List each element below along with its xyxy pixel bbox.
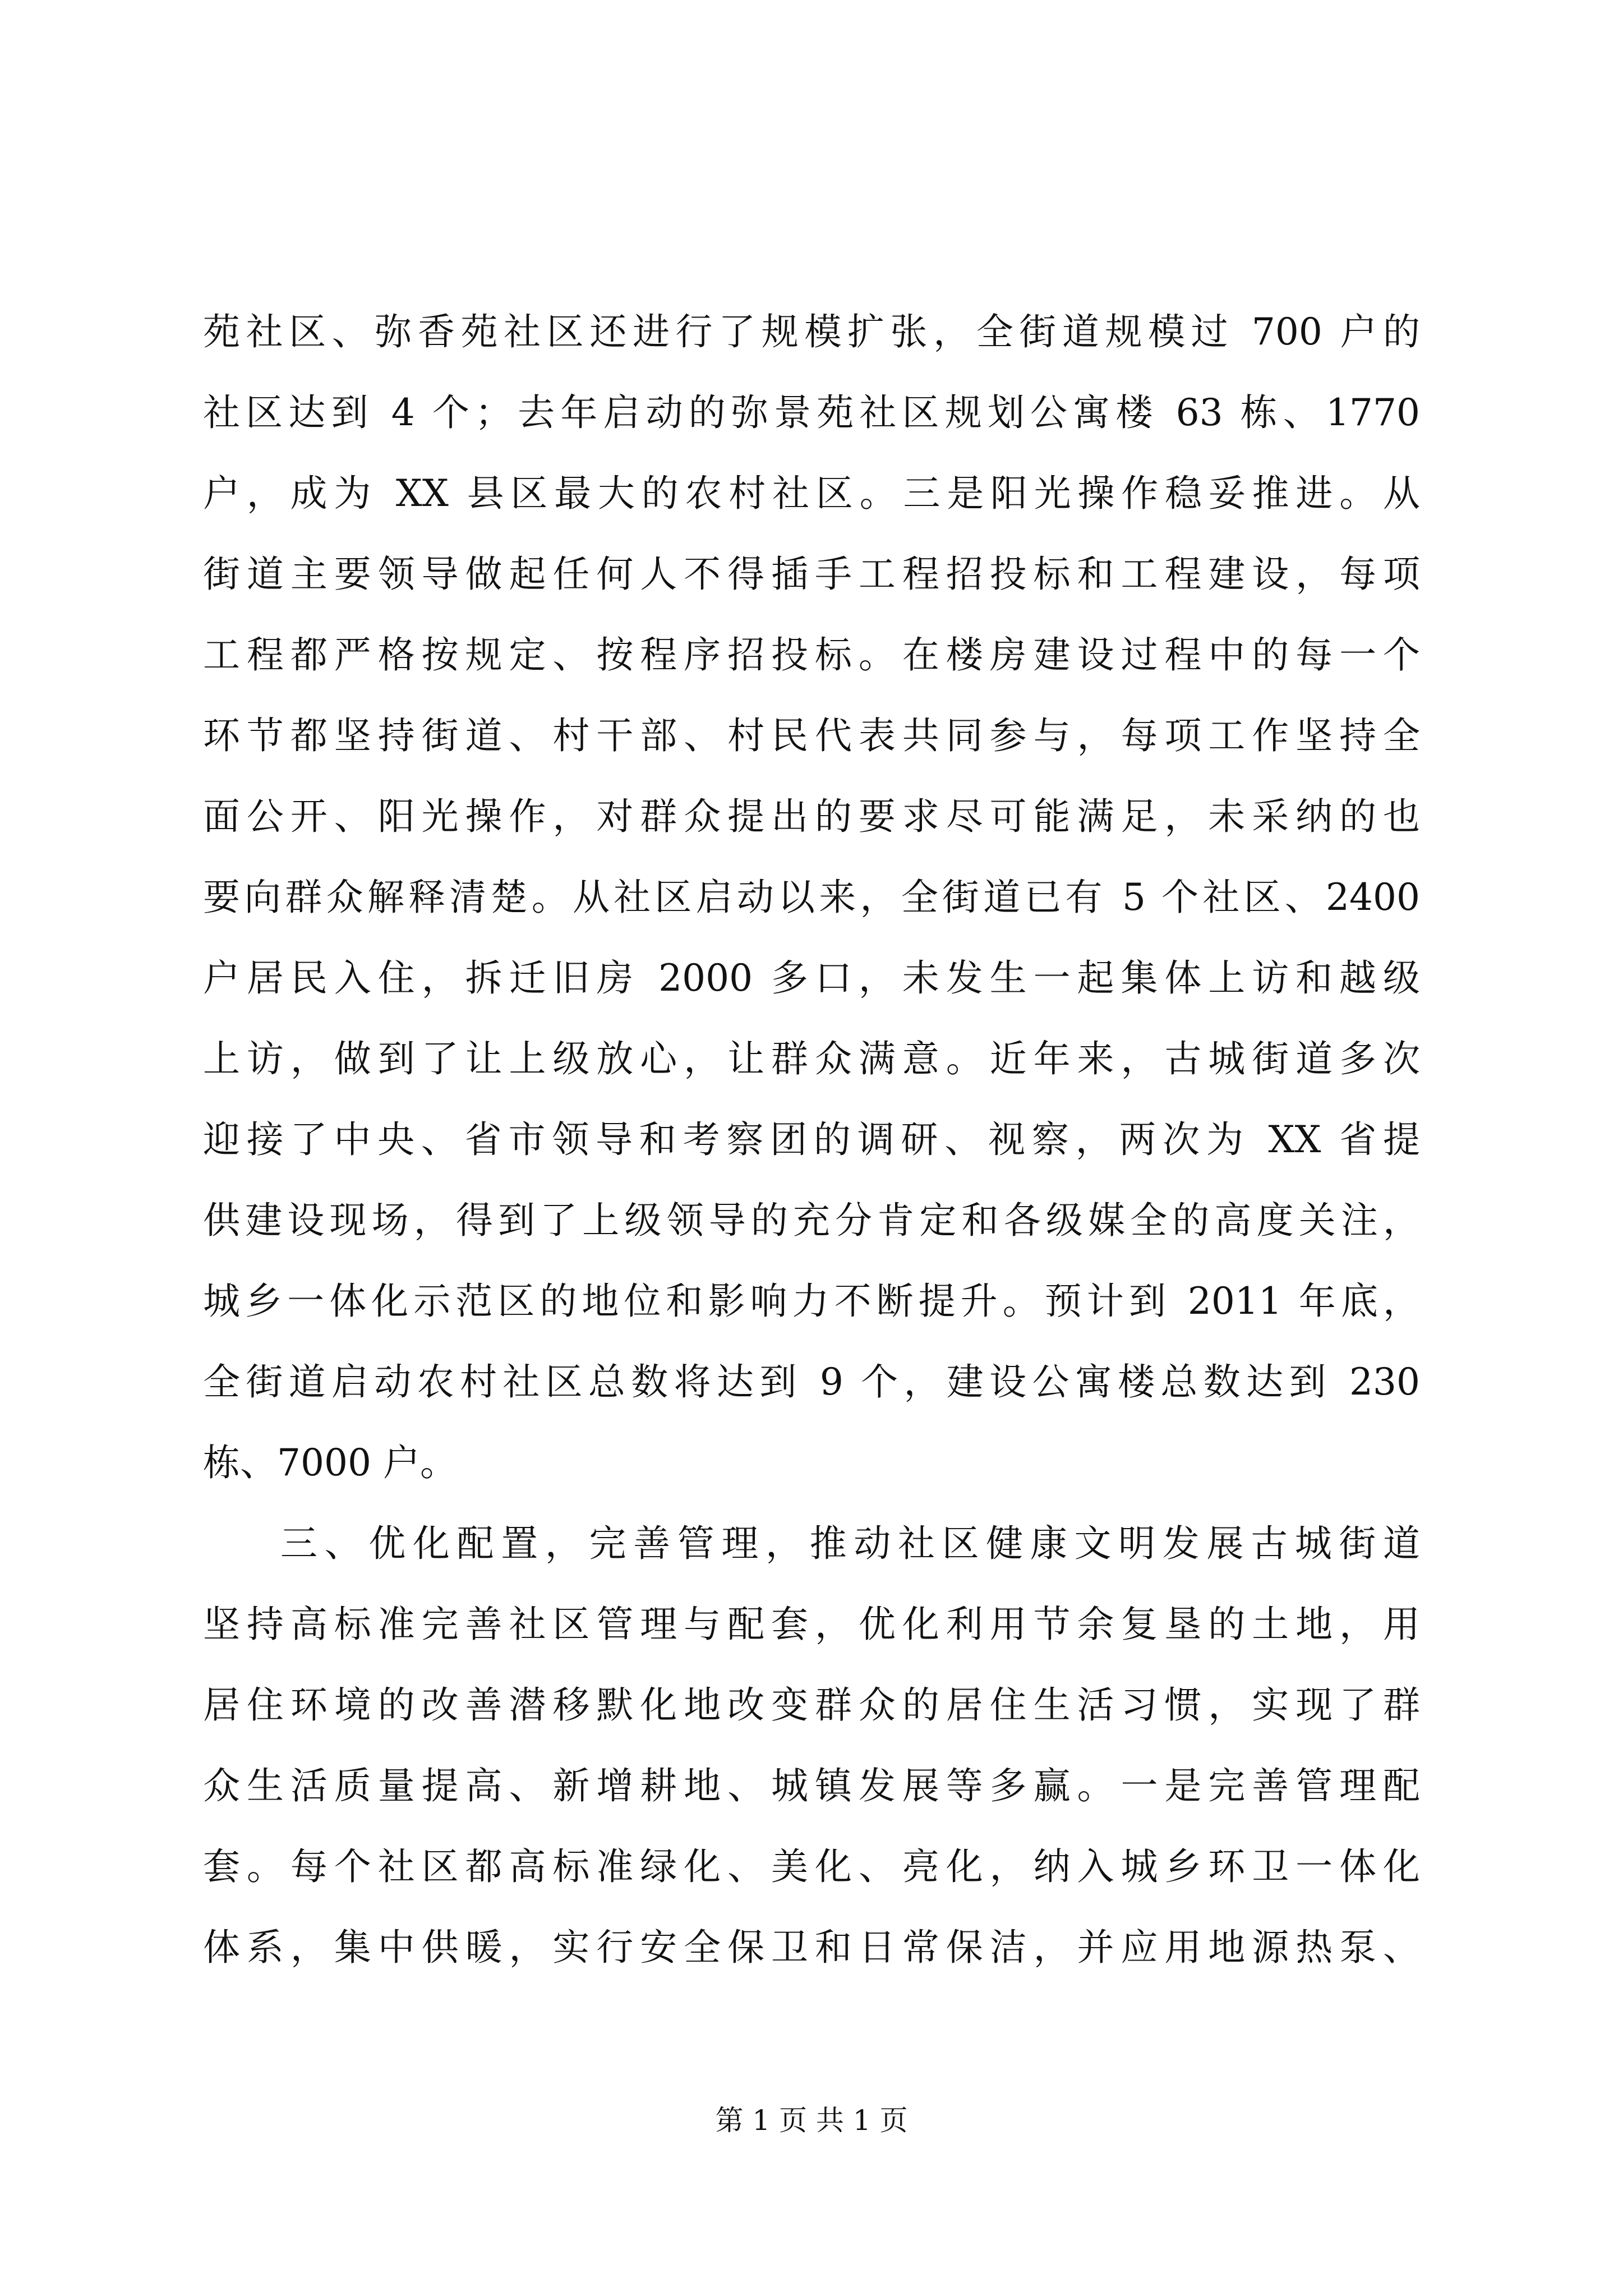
text-line: 体系，集中供暖，实行安全保卫和日常保洁，并应用地源热泵、	[203, 1926, 1420, 1969]
text-line: 户，成为 XX 县区最大的农村社区。三是阳光操作稳妥推进。从	[203, 472, 1420, 515]
page-footer	[0, 2101, 1623, 2140]
text-line: 全街道启动农村社区总数将达到 9 个，建设公寓楼总数达到 230	[203, 1360, 1420, 1404]
page-number: 第 1 页 共 1 页	[715, 2104, 908, 2137]
text-line: 街道主要领导做起任何人不得插手工程招投标和工程建设，每项	[203, 553, 1420, 596]
text-line: 城乡一体化示范区的地位和影响力不断提升。预计到 2011 年底，	[203, 1280, 1420, 1323]
section-heading-line: 三、优化配置，完善管理，推动社区健康文明发展古城街道	[280, 1522, 1420, 1565]
text-line: 要向群众解释清楚。从社区启动以来，全街道已有 5 个社区、2400	[203, 876, 1420, 919]
text-line: 工程都严格按规定、按程序招投标。在楼房建设过程中的每一个	[203, 633, 1420, 677]
text-line: 面公开、阳光操作，对群众提出的要求尽可能满足，未采纳的也	[203, 795, 1420, 838]
text-line: 供建设现场，得到了上级领导的充分肯定和各级媒全的高度关注，	[203, 1199, 1420, 1242]
text-line: 迎接了中央、省市领导和考察团的调研、视察，两次为 XX 省提	[203, 1118, 1420, 1161]
text-line: 环节都坚持街道、村干部、村民代表共同参与，每项工作坚持全	[203, 714, 1420, 757]
document-body	[203, 292, 1420, 1988]
text-line: 居住环境的改善潜移默化地改变群众的居住生活习惯，实现了群	[203, 1683, 1420, 1727]
text-line: 坚持高标准完善社区管理与配套，优化利用节余复垦的土地，用	[203, 1603, 1420, 1646]
text-line: 苑社区、弥香苑社区还进行了规模扩张，全街道规模过 700 户的	[203, 310, 1420, 353]
text-line: 套。每个社区都高标准绿化、美化、亮化，纳入城乡环卫一体化	[203, 1845, 1420, 1888]
text-line: 上访，做到了让上级放心，让群众满意。近年来，古城街道多次	[203, 1037, 1420, 1080]
text-line: 众生活质量提高、新增耕地、城镇发展等多赢。一是完善管理配	[203, 1764, 1420, 1807]
text-line: 社区达到 4 个；去年启动的弥景苑社区规划公寓楼 63 栋、1770	[203, 391, 1420, 434]
text-line: 栋、7000 户。	[203, 1441, 457, 1484]
text-line: 户居民入住，拆迁旧房 2000 多口，未发生一起集体上访和越级	[203, 956, 1420, 1000]
